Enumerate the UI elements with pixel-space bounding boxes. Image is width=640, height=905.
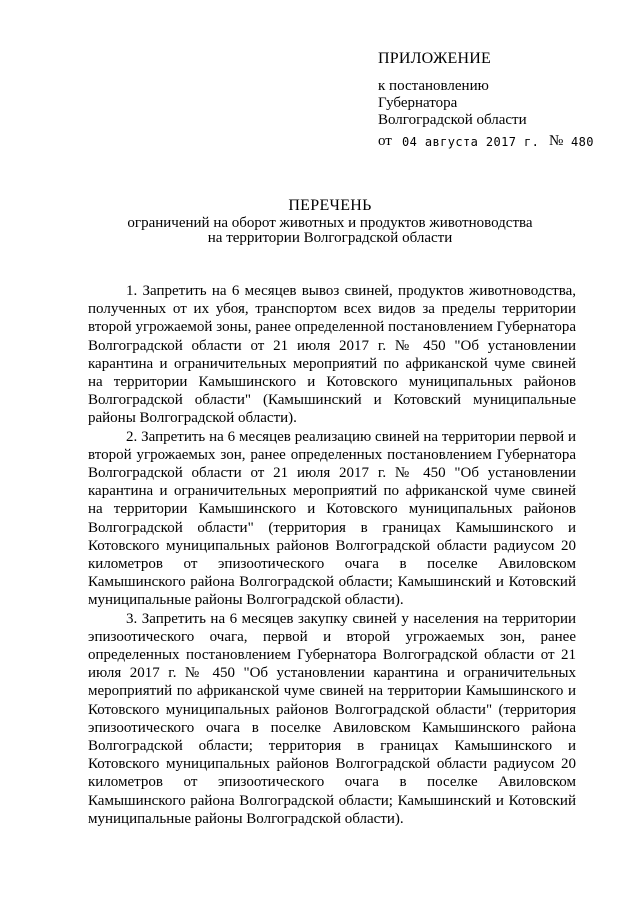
appendix-block — [378, 50, 618, 129]
list-item: 3. Запретить на 6 месяцев закупку свиней у населения на территории эпизоотического очага, первой и второй угрожаемых зон, ранее определенных постановлением Губернатора Волгоградской области от 21 июля 2017 г. № 450 "Об установлении карантина и ограничительных мероприятий по африканской чуме свиней на территории Камышинского и Котовского муниципальных районов Волгоградской области" (территория эпизоотического очага в поселке Авиловском Камышинского района Волгоградской области; территория в границах Камышинского и Котовского муниципальных районов Волгоградской области радиусом 20 километров от эпизоотического очага в поселке Авиловском Камышинского района Волгоградской области; Камышинский и Котовский муниципальные районы Волгоградской области). — [88, 610, 576, 827]
appendix-line-2: Губернатора — [378, 95, 458, 111]
appendix-title: ПРИЛОЖЕНИЕ — [378, 50, 492, 67]
heading-title: ПЕРЕЧЕНЬ — [288, 197, 372, 214]
document-body — [88, 282, 576, 828]
decree-reference — [378, 133, 608, 150]
decree-from-label: от — [378, 133, 392, 149]
heading-subtitle-line-2: на территории Волгоградской области — [207, 230, 453, 246]
list-item: 2. Запретить на 6 месяцев реализацию свиней на территории первой и второй угрожаемых зон, ранее определенных постановлением Губернатора Волгоградской области от 21 июля 2017 г. № 450 "Об установлении карантина и ограничительных мероприятий по африканской чуме свиней на территории Камышинского и Котовского муниципальных районов Волгоградской области" (территория в границах Камышинского и Котовского муниципальных районов Волгоградской области радиусом 20 километров от эпизоотического очага в поселке Авиловском Камышинского района Волгоградской области; Камышинский и Котовский муниципальные районы Волгоградской области). — [88, 428, 576, 609]
list-item: 1. Запретить на 6 месяцев вывоз свиней, продуктов животноводства, полученных от их убоя, транспортом всех видов за пределы территории второй угрожаемой зоны, ранее определенной постановлением Губернатора Волгоградской области от 21 июля 2017 г. № 450 "Об установлении карантина и ограничительных мероприятий по африканской чуме свиней на территории Камышинского и Котовского муниципальных районов Волгоградской области" (Камышинский и Котовский муниципальные районы Волгоградской области). — [88, 283, 576, 427]
decree-number-sign: № — [549, 133, 564, 149]
decree-number: 480 — [571, 135, 594, 149]
decree-date: 04 августа 2017 г. — [402, 135, 540, 149]
document-heading — [70, 198, 590, 246]
appendix-line-3: Волгоградской области — [378, 112, 527, 128]
heading-subtitle-line-1: ограничений на оборот животных и продуктов животноводства — [127, 215, 533, 231]
appendix-line-1: к постановлению — [378, 78, 489, 94]
